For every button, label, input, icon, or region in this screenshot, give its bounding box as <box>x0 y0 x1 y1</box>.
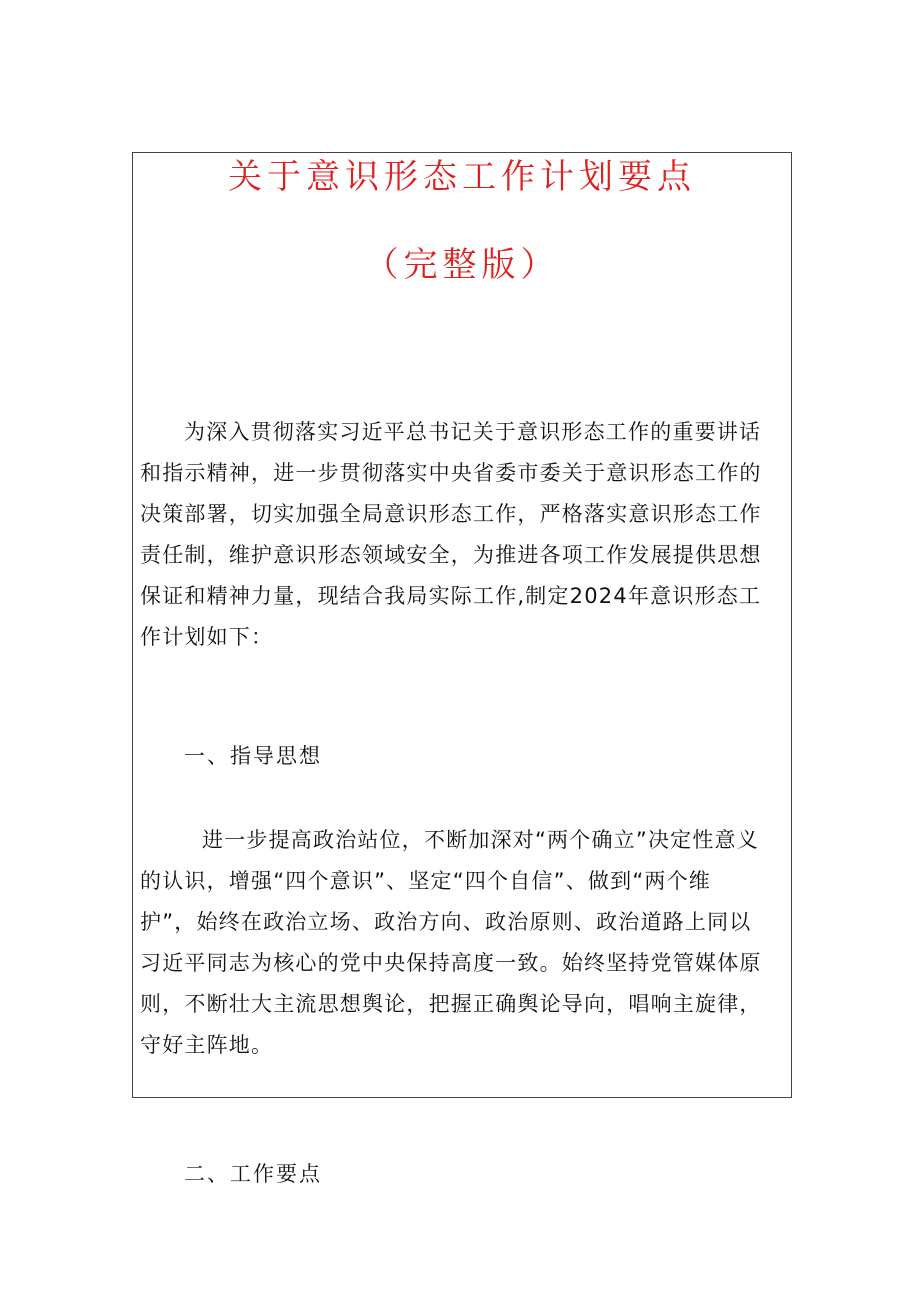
document-title: 关于意识形态工作计划要点 <box>228 157 696 197</box>
intro-line: 保证和精神力量，现结合我局实际工作,制定2024年意识形态工 <box>140 584 762 608</box>
intro-line: 决策部署，切实加强全局意识形态工作，严格落实意识形态工作 <box>140 502 762 526</box>
intro-line: 和指示精神，进一步贯彻落实中央省委市委关于意识形态工作的 <box>140 461 762 485</box>
guiding-line: 守好主阵地。 <box>140 1033 274 1057</box>
section-heading-work-points: 二、工作要点 <box>184 1162 322 1186</box>
section-heading-guiding-thought: 一、指导思想 <box>184 744 322 768</box>
guiding-line: 进一步提高政治站位，不断加深对“两个确立”决定性意义 <box>202 828 759 852</box>
intro-line: 责任制，维护意识形态领域安全，为推进各项工作发展提供思想 <box>140 543 762 567</box>
intro-line: 作计划如下： <box>140 625 274 649</box>
intro-line: 为深入贯彻落实习近平总书记关于意识形态工作的重要讲话 <box>184 420 762 444</box>
intro-paragraph <box>140 412 790 658</box>
document-subtitle: （完整版） <box>364 245 560 285</box>
guiding-line: 的认识，增强“四个意识”、坚定“四个自信”、做到“两个维 <box>140 869 711 893</box>
guiding-thought-paragraph <box>140 820 790 1066</box>
guiding-line: 习近平同志为核心的党中央保持高度一致。始终坚持党管媒体原 <box>140 951 762 975</box>
guiding-line: 则，不断壮大主流思想舆论，把握正确舆论导向，唱响主旋律， <box>140 992 762 1016</box>
guiding-line: 护”，始终在政治立场、政治方向、政治原则、政治道路上同以 <box>140 910 752 934</box>
